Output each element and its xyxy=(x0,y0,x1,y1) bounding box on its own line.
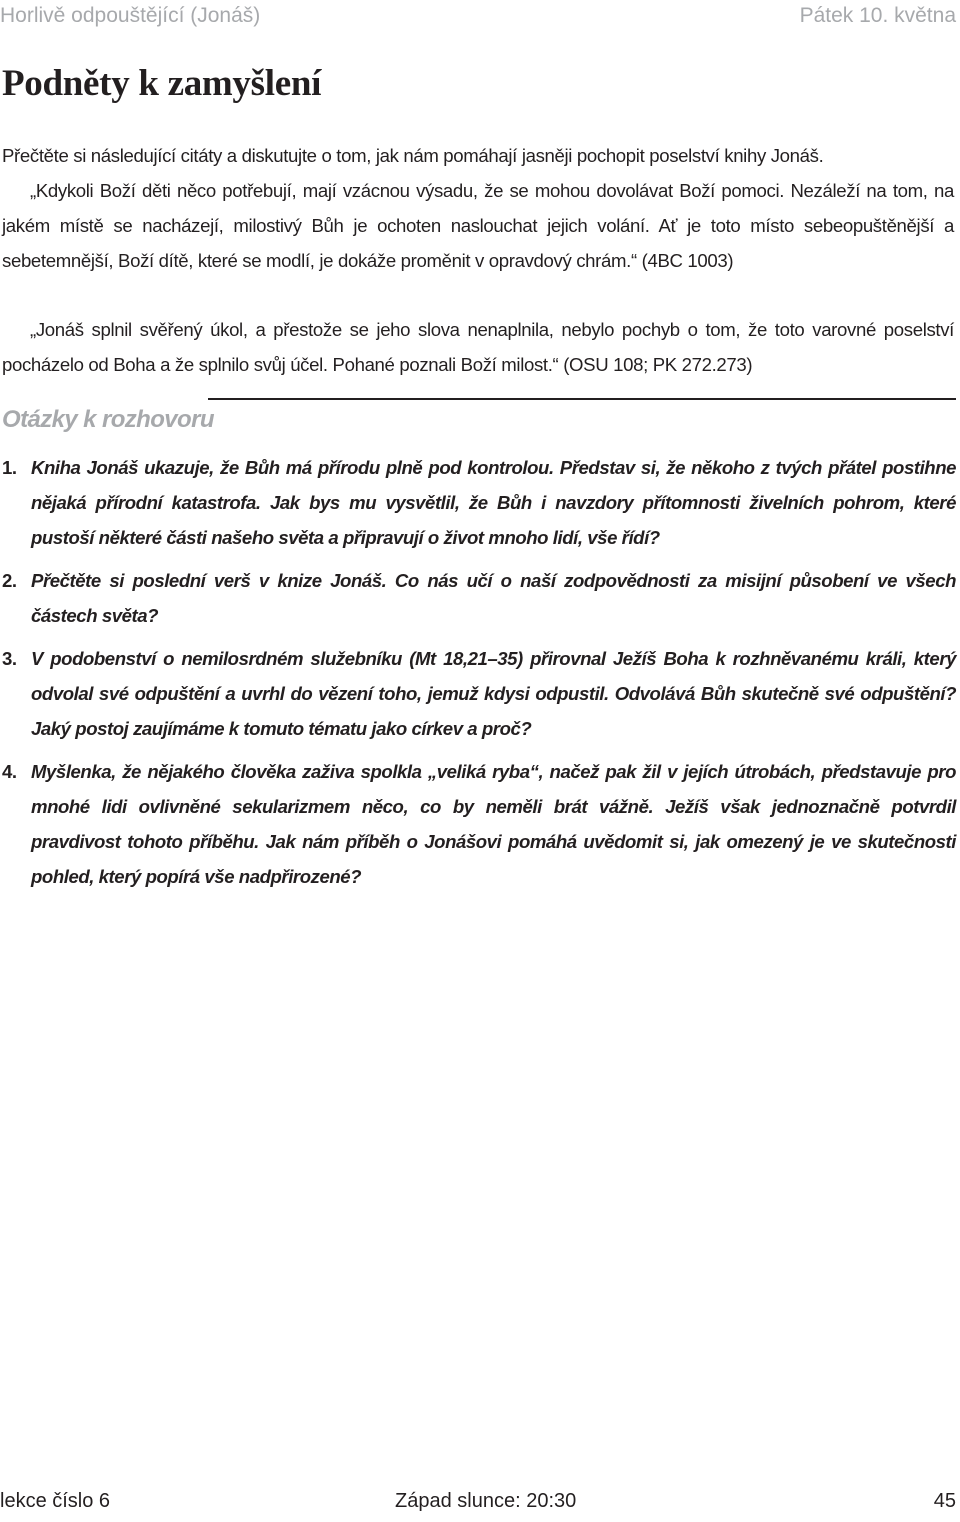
page-number: 45 xyxy=(933,1490,956,1512)
intro-paragraph: Přečtěte si následující citáty a diskutujte o tom, jak nám pomáhají jasněji pochopit poselství knihy Jonáš. xyxy=(2,145,824,166)
header-date: Pátek 10. května xyxy=(799,4,956,27)
list-item xyxy=(2,450,956,555)
question-number: 1. xyxy=(2,457,17,478)
discussion-questions xyxy=(2,450,956,902)
question-number: 4. xyxy=(2,761,17,782)
footer-lesson-number: lekce číslo 6 xyxy=(0,1490,111,1512)
question-text: V podobenství o nemilosrdném služebníku (Mt 18,21–35) přirovnal Ježíš Boha k rozhněvanému králi, který odvolal své odpuštění a uvrhl do vězení toho, jemuž kdysi odpustil. Odvolává Bůh skutečně své odpuštění? Jaký postoj zaujímáme k tomuto tématu jako církev a proč? xyxy=(31,648,956,739)
question-text: Kniha Jonáš ukazuje, že Bůh má přírodu plně pod kontrolou. Představ si, že někoho z tvých přátel postihne nějaká přírodní katastrofa. Jak bys mu vysvětlil, že Bůh i navzdory přítomnosti živelních pohrom, které pustoší některé části našeho světa a připravují o život mnoho lidí, vše řídí? xyxy=(31,457,956,548)
section-divider xyxy=(208,398,956,400)
list-item xyxy=(2,641,956,746)
quote-paragraph xyxy=(2,312,954,382)
question-text: Myšlenka, že nějakého člověka zaživa spolkla „veliká ryba“, načež pak žil v jejích útrobách, představuje pro mnohé lidi ovlivněné sekularizmem něco, co by neměli brát vážně. Ježíš však jednoznačně potvrdil pravdivost tohoto příběhu. Jak nám příběh o Jonášovi pomáhá uvědomit si, jak omezený je ve skutečnosti pohled, který popírá vše nadpřirozené? xyxy=(31,761,956,887)
page-title: Podněty k zamyšlení xyxy=(2,63,322,104)
running-header xyxy=(0,2,956,30)
footer-sunset-time: Západ slunce: 20:30 xyxy=(395,1490,577,1512)
list-item xyxy=(2,754,956,894)
quote-text: „Kdykoli Boží děti něco potřebují, mají vzácnou výsadu, že se mohou dovolávat Boží pomoci. Nezáleží na tom, na jakém místě se nacházejí, milostivý Bůh je ochoten naslouchat jejich volání. Ať je toto místo sebeopuštěnější a sebetemnější, Boží dítě, které se modlí, je dokáže proměnit v opravdový chrám.“ xyxy=(2,180,954,271)
question-text: Přečtěte si poslední verš v knize Jonáš. Co nás učí o naší zodpovědnosti za misijní působení ve všech částech světa? xyxy=(31,570,956,626)
question-number: 2. xyxy=(2,570,17,591)
question-number: 3. xyxy=(2,648,17,669)
header-lesson-title: Horlivě odpouštějící (Jonáš) xyxy=(0,4,261,27)
quote-source: (OSU 108; PK 272.273) xyxy=(563,354,753,375)
section-heading: Otázky k rozhovoru xyxy=(2,406,214,433)
quote-source: (4BC 1003) xyxy=(641,250,734,271)
page-footer xyxy=(0,1490,956,1520)
quote-paragraph xyxy=(2,173,954,278)
list-item xyxy=(2,563,956,633)
quote-text: „Jonáš splnil svěřený úkol, a přestože se jeho slova nenaplnila, nebylo pochyb o tom, že toto varovné poselství pocházelo od Boha a že splnilo svůj účel. Pohané poznali Boží milost.“ xyxy=(2,319,954,375)
